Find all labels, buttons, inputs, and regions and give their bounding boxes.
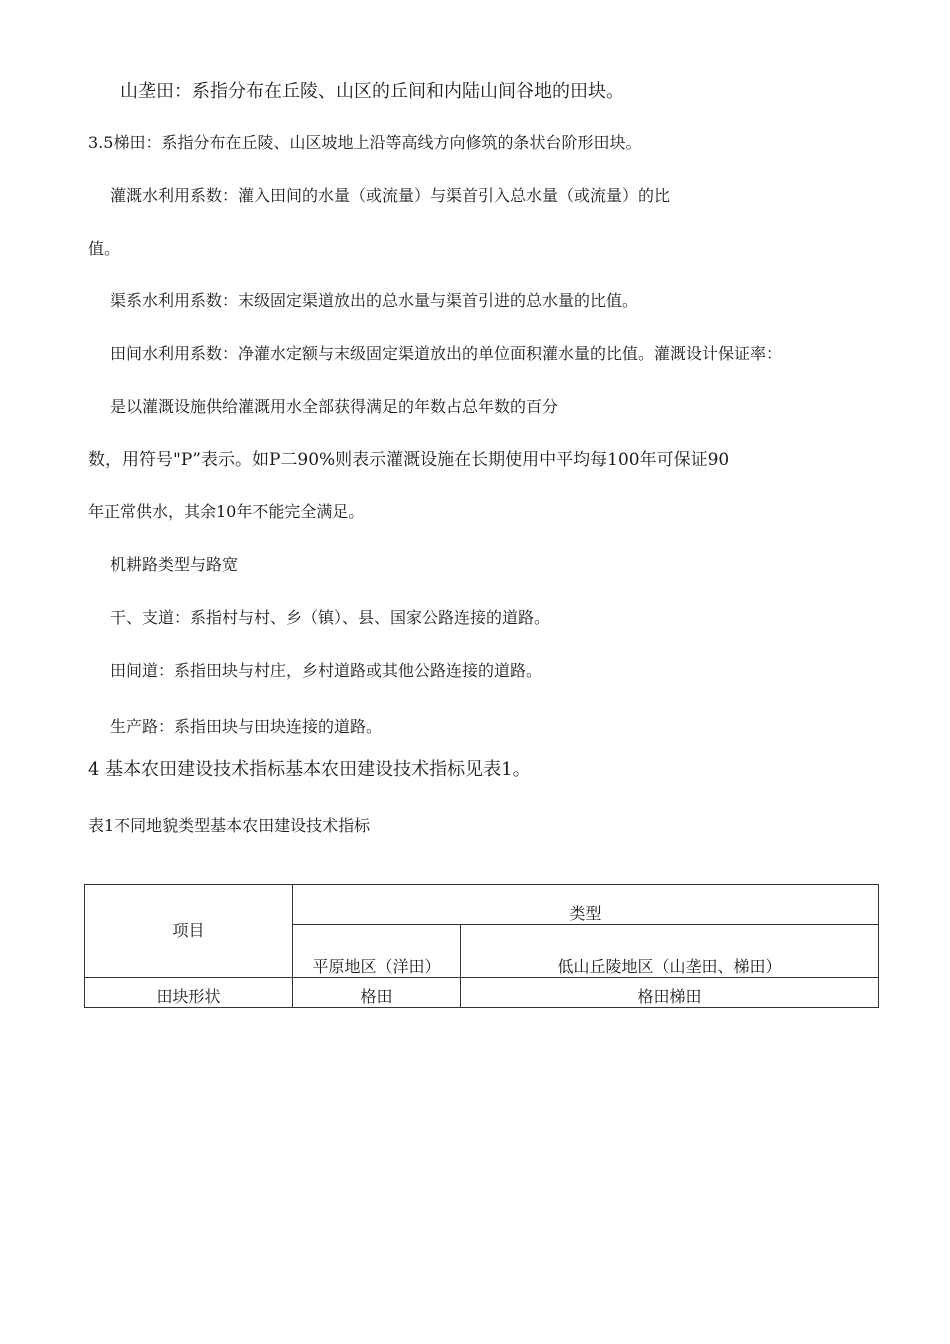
para-irrigation-coefficient-cont: 值。 <box>88 239 121 258</box>
header-hill: 低山丘陵地区（山垄田、梯田） <box>461 925 879 978</box>
para-terrace-field: 3.5梯田：系指分布在丘陵、山区坡地上沿等高线方向修筑的条状台阶形田块。 <box>88 133 642 152</box>
header-item: 项目 <box>85 885 293 978</box>
row-hill: 格田梯田 <box>461 978 879 1008</box>
row-plain: 格田 <box>293 978 461 1008</box>
para-guarantee-rate-end: 年正常供水，其余10年不能完全满足。 <box>88 502 365 521</box>
para-canal-coefficient: 渠系水利用系数：末级固定渠道放出的总水量与渠首引进的总水量的比值。 <box>110 291 639 310</box>
para-production-road: 生产路：系指田块与田块连接的道路。 <box>110 717 383 736</box>
section-heading-4: 4 基本农田建设技术指标基本农田建设技术指标见表1。 <box>88 759 531 780</box>
para-road-heading: 机耕路类型与路宽 <box>110 555 239 574</box>
table-caption: 表1不同地貌类型基本农田建设技术指标 <box>88 816 371 835</box>
para-shanlong-field: 山垄田：系指分布在丘陵、山区的丘间和内陆山间谷地的田块。 <box>120 81 624 102</box>
para-guarantee-rate-cont: 数，用符号"P”表示。如P二90%则表示灌溉设施在长期使用中平均每100年可保证90 <box>88 450 730 470</box>
table-row <box>85 978 879 1008</box>
header-plain: 平原地区（洋田） <box>293 925 461 978</box>
para-field-coefficient: 田间水利用系数：净灌水定额与末级固定渠道放出的单位面积灌水量的比值。灌溉设计保证率： <box>110 344 783 363</box>
para-irrigation-coefficient: 灌溉水利用系数：灌入田间的水量（或流量）与渠首引入总水量（或流量）的比 <box>110 186 671 205</box>
para-field-road: 田间道：系指田块与村庄，乡村道路或其他公路连接的道路。 <box>110 661 543 680</box>
header-type: 类型 <box>293 885 879 925</box>
para-guarantee-rate: 是以灌溉设施供给灌溉用水全部获得满足的年数占总年数的百分 <box>110 397 559 416</box>
para-main-branch-road: 干、支道：系指村与村、乡（镇）、县、国家公路连接的道路。 <box>110 608 551 627</box>
row-label: 田块形状 <box>85 978 293 1008</box>
spec-table <box>84 884 879 1008</box>
